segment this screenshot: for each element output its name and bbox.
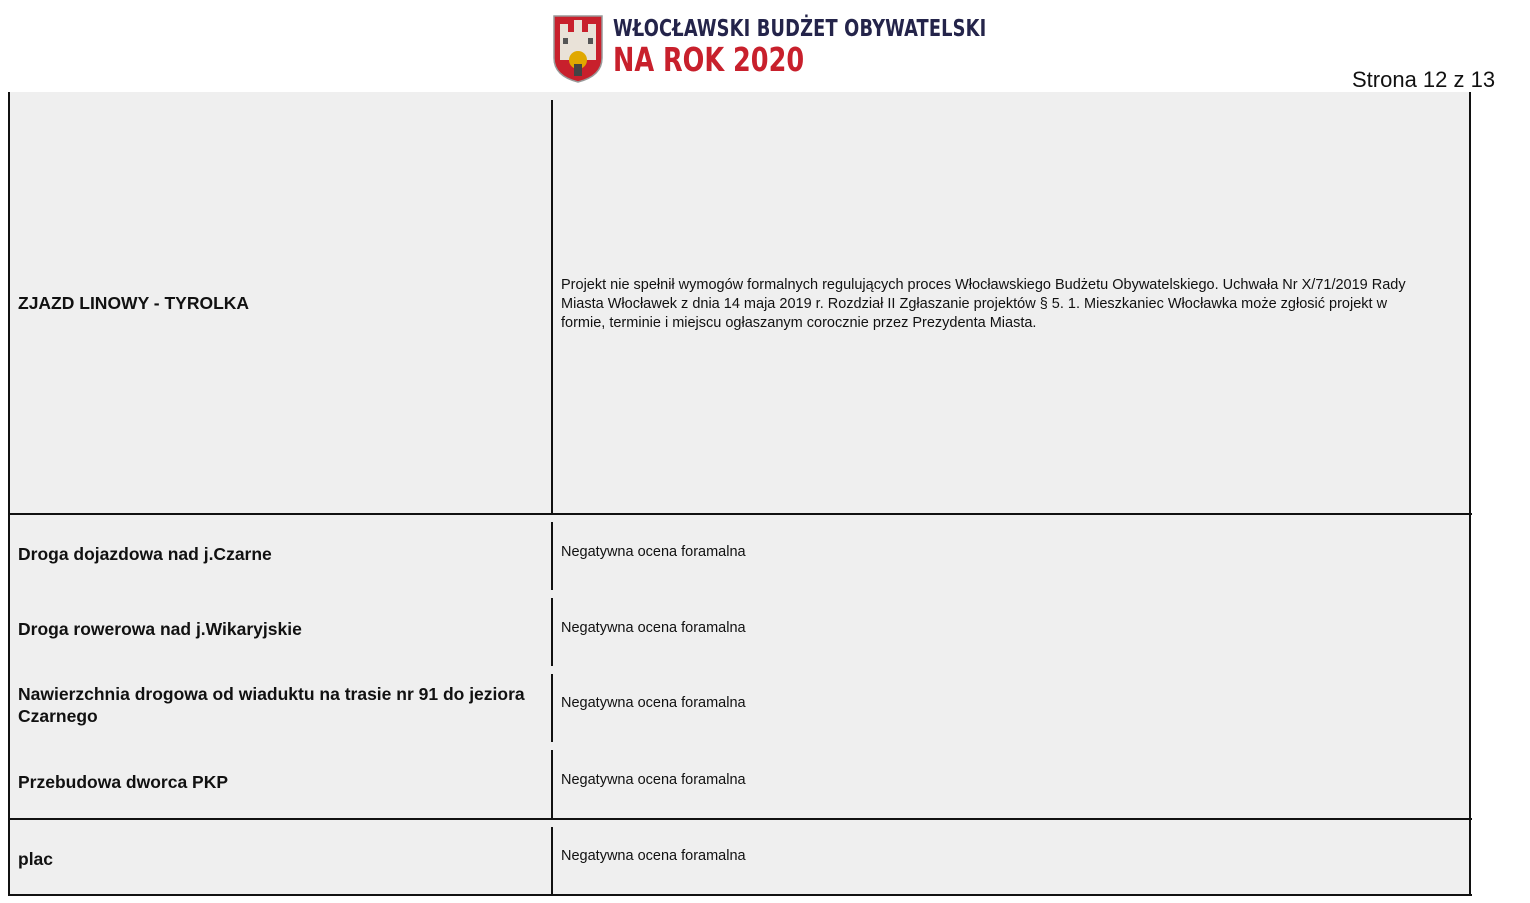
column-separator bbox=[551, 100, 553, 514]
column-separator bbox=[551, 827, 553, 895]
table-row-name: Przebudowa dworca PKP bbox=[18, 772, 229, 792]
table-row-name: Droga dojazdowa nad j.Czarne bbox=[18, 544, 272, 564]
header-title-line2: NA ROK 2020 bbox=[613, 40, 805, 79]
row-border bbox=[8, 818, 1472, 820]
table-border-right bbox=[1469, 92, 1471, 896]
table-row-justification: Projekt nie spełnił wymogów formalnych regulujących proces Włocławskiego Budżetu Obywatelskiego. Uchwała Nr X/71/2019 Rady Miasta Włocławek z dnia 14 maja 2019 r. Rozdział II Zgłaszanie projektów § 5. 1. Mieszkaniec Włocławka może zgłosić projekt w formie, terminie i miejscu ogłaszanym corocznie przez Prezydenta Miasta. bbox=[561, 277, 1406, 331]
column-separator bbox=[551, 674, 553, 742]
page-header bbox=[0, 0, 1530, 92]
column-separator bbox=[551, 598, 553, 666]
row-border bbox=[8, 513, 1472, 515]
table-row-name: Nawierzchnia drogowa od wiaduktu na trasie nr 91 do jeziora Czarnego bbox=[18, 684, 525, 726]
table-row-name: Droga rowerowa nad j.Wikaryjskie bbox=[18, 619, 302, 639]
table-row-justification: Negatywna ocena foramalna bbox=[561, 848, 746, 864]
city-coat-of-arms-icon bbox=[552, 14, 604, 84]
table-row-justification: Negatywna ocena foramalna bbox=[561, 695, 746, 711]
column-separator bbox=[551, 750, 553, 818]
page-number: Strona 12 z 13 bbox=[1352, 67, 1496, 92]
table-row-justification: Negatywna ocena foramalna bbox=[561, 772, 746, 788]
table-border-bottom bbox=[8, 894, 1472, 896]
table-row-name: ZJAZD LINOWY - TYROLKA bbox=[18, 293, 250, 313]
header-title-line1: WŁOCŁAWSKI BUDŻET OBYWATELSKI bbox=[613, 16, 987, 42]
column-separator bbox=[551, 522, 553, 590]
table-border-left bbox=[8, 92, 10, 896]
table-row-name: plac bbox=[18, 849, 54, 869]
table-row-justification: Negatywna ocena foramalna bbox=[561, 544, 746, 560]
table-row-justification: Negatywna ocena foramalna bbox=[561, 620, 746, 636]
